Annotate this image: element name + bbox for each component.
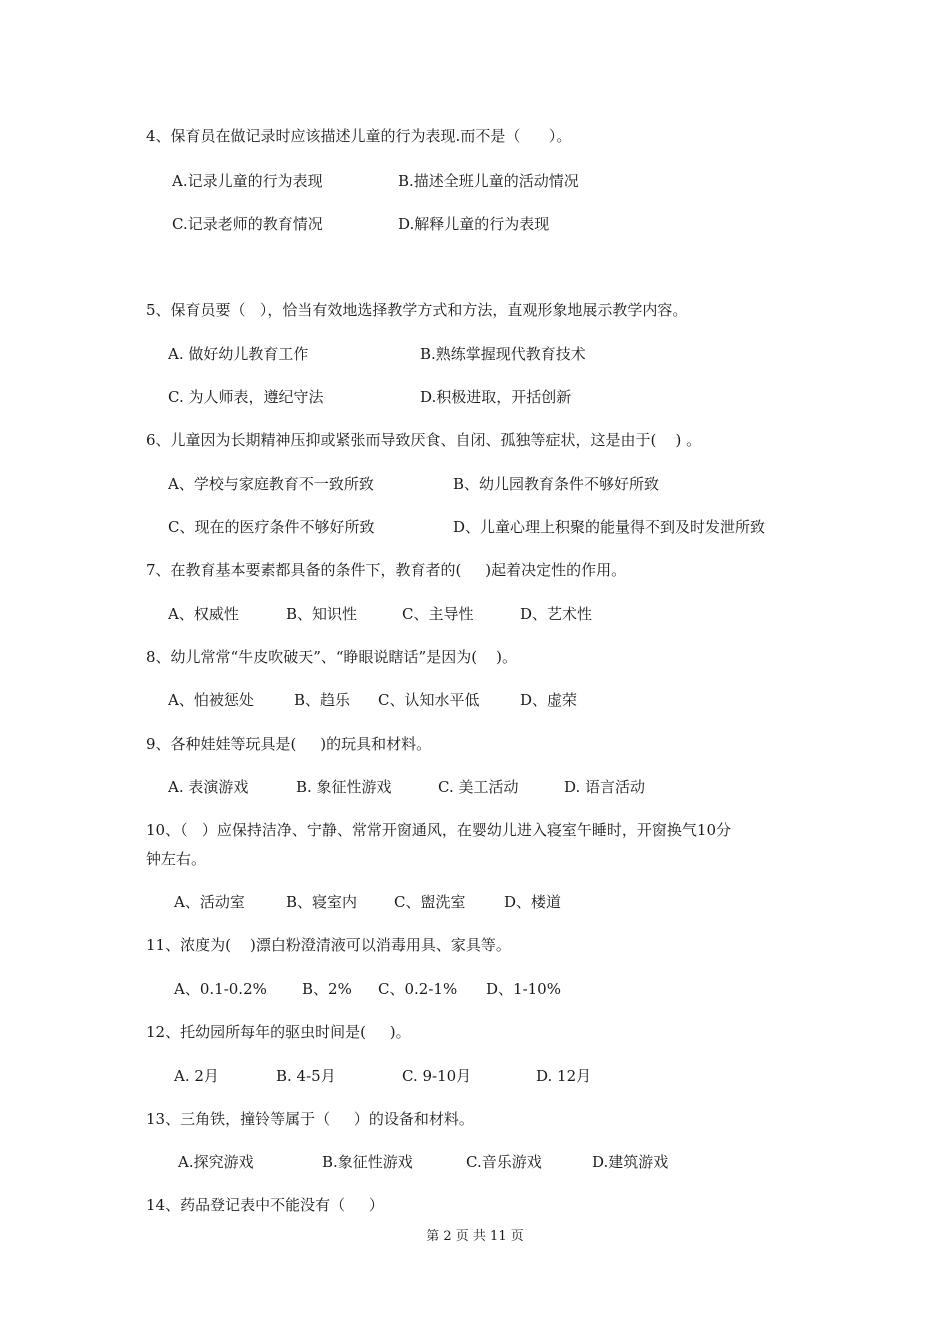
question-13-option-b: B.象征性游戏: [322, 1153, 413, 1171]
question-13-option-d: D.建筑游戏: [592, 1153, 669, 1171]
question-14-stem: 14、药品登记表中不能没有（ ）: [146, 1196, 384, 1214]
question-6-option-a: A、学校与家庭教育不一致所致: [168, 475, 374, 493]
question-12-option-a: A. 2月: [174, 1067, 219, 1085]
question-8-option-b: B、趋乐: [294, 691, 351, 709]
question-7-option-d: D、艺术性: [520, 605, 593, 623]
question-10-stem-line-2: 钟左右。: [146, 850, 207, 868]
question-13-option-c: C.音乐游戏: [466, 1153, 542, 1171]
question-8-option-a: A、怕被惩处: [168, 691, 254, 709]
question-12-option-c: C. 9-10月: [402, 1067, 472, 1085]
question-9-stem: 9、各种娃娃等玩具是( )的玩具和材料。: [146, 735, 432, 753]
question-11-option-d: D、1-10%: [486, 980, 561, 998]
question-5-option-c: C. 为人师表，遵纪守法: [168, 388, 324, 406]
question-6-option-c: C、现在的医疗条件不够好所致: [168, 518, 375, 536]
question-12-stem: 12、托幼园所每年的驱虫时间是( )。: [146, 1023, 411, 1041]
question-13-option-a: A.探究游戏: [178, 1153, 254, 1171]
question-4-option-b: B.描述全班儿童的活动情况: [398, 172, 579, 190]
page-number: 第 2 页 共 11 页: [426, 1229, 524, 1244]
question-11-option-b: B、2%: [302, 980, 352, 998]
question-8-option-c: C、认知水平低: [378, 691, 480, 709]
question-6-option-b: B、幼儿园教育条件不够好所致: [453, 475, 660, 493]
question-7-option-a: A、权威性: [168, 605, 239, 623]
question-5-option-d: D.积极进取，开括创新: [420, 388, 572, 406]
question-13-stem: 13、三角铁，撞铃等属于（ ）的设备和材料。: [146, 1110, 474, 1128]
question-10-option-d: D、楼道: [504, 893, 562, 911]
question-4-option-d: D.解释儿童的行为表现: [398, 215, 550, 233]
question-4-option-a: A.记录儿童的行为表现: [172, 172, 323, 190]
question-8-option-d: D、虚荣: [520, 691, 578, 709]
question-12-option-b: B. 4-5月: [276, 1067, 336, 1085]
question-6-option-d: D、儿童心理上积聚的能量得不到及时发泄所致: [453, 518, 766, 536]
question-9-option-b: B. 象征性游戏: [296, 778, 392, 796]
question-10-option-b: B、寝室内: [286, 893, 358, 911]
question-10-stem-line-1: 10、（ ）应保持洁净、宁静、常常开窗通风，在婴幼儿进入寝室午睡时，开窗换气10分: [146, 821, 731, 839]
question-8-stem: 8、幼儿常常“牛皮吹破天”、“睁眼说瞎话”是因为( )。: [146, 648, 517, 666]
question-5-option-b: B.熟练掌握现代教育技术: [420, 345, 586, 363]
question-9-option-a: A. 表演游戏: [168, 778, 249, 796]
question-4-stem: 4、保育员在做记录时应该描述儿童的行为表现.而不是（ ）。: [146, 127, 572, 145]
question-5-stem: 5、保育员要（ ），恰当有效地选择教学方式和方法，直观形象地展示教学内容。: [146, 301, 688, 319]
question-7-option-c: C、主导性: [402, 605, 474, 623]
question-11-option-c: C、0.2-1%: [378, 980, 458, 998]
question-7-stem: 7、在教育基本要素都具备的条件下，教育者的( )起着决定性的作用。: [146, 561, 627, 579]
question-7-option-b: B、知识性: [286, 605, 358, 623]
question-10-option-a: A、活动室: [174, 893, 245, 911]
question-11-stem: 11、浓度为( )漂白粉澄清液可以消毒用具、家具等。: [146, 936, 511, 954]
question-10-option-c: C、盥洗室: [394, 893, 466, 911]
question-6-stem: 6、儿童因为长期精神压抑或紧张而导致厌食、自闭、孤独等症状，这是由于( ) 。: [146, 431, 702, 449]
question-4-option-c: C.记录老师的教育情况: [172, 215, 323, 233]
question-11-option-a: A、0.1-0.2%: [174, 980, 267, 998]
question-5-option-a: A. 做好幼儿教育工作: [168, 345, 309, 363]
question-9-option-d: D. 语言活动: [564, 778, 646, 796]
question-9-option-c: C. 美工活动: [438, 778, 519, 796]
question-12-option-d: D. 12月: [536, 1067, 592, 1085]
